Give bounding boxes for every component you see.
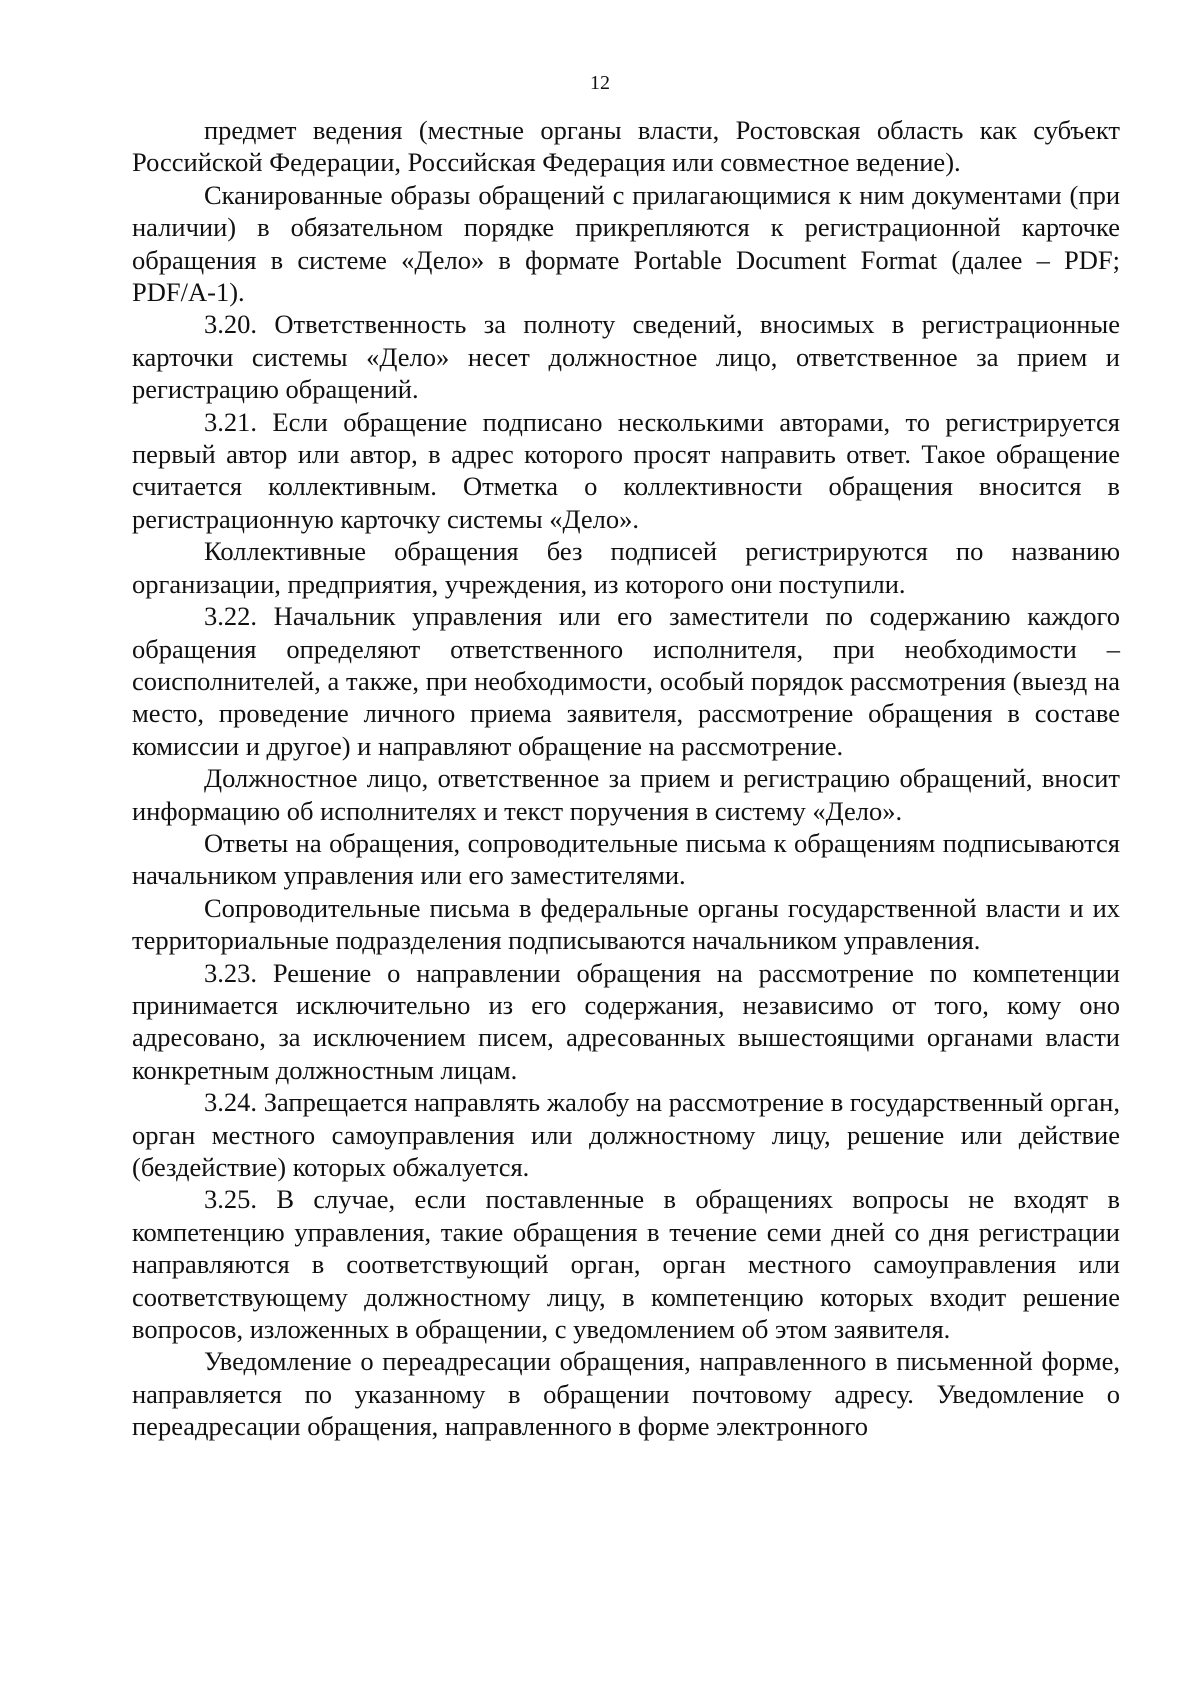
paragraph: 3.23. Решение о направлении обращения на рассмотрение по компетенции принимается исключительно из его содержания, независимо от того, кому оно адресовано, за исключением писем, адресованных вышестоящими органами власти конкретным должностным лицам. — [132, 957, 1120, 1085]
paragraph: Сканированные образы обращений с прилагающимися к ним документами (при наличии) в обязательном порядке прикрепляются к регистрационной карточке обращения в системе «Дело» в формате Portable Document Format (далее – PDF; PDF/A-1). — [132, 179, 1120, 308]
paragraph: 3.25. В случае, если поставленные в обращениях вопросы не входят в компетенцию управления, такие обращения в течение семи дней со дня регистрации направляются в соответствующий орган, орган местного самоуправления или соответствующему должностному лицу, в компетенцию которых входит решение вопросов, изложенных в обращении, с уведомлением об этом заявителя. — [132, 1184, 1120, 1345]
paragraph: предмет ведения (местные органы власти, Ростовская область как субъект Российской Федерации, Российская Федерация или совместное ведение). — [132, 115, 1120, 178]
paragraph: 3.24. Запрещается направлять жалобу на рассмотрение в государственный орган, орган местного самоуправления или должностному лицу, решение или действие (бездействие) которых обжалуется. — [132, 1087, 1120, 1182]
paragraph: 3.21. Если обращение подписано несколькими авторами, то регистрируется первый автор или автор, в адрес которого просят направить ответ. Такое обращение считается коллективным. Отметка о коллективности обращения вносится в регистрационную карточку системы «Дело». — [132, 406, 1120, 534]
document-body — [132, 114, 1120, 1443]
paragraph: Сопроводительные письма в федеральные органы государственной власти и их территориальные подразделения подписываются начальником управления. — [132, 892, 1120, 956]
page-number: 12 — [590, 72, 610, 94]
paragraph: 3.22. Начальник управления или его заместители по содержанию каждого обращения определяют ответственного исполнителя, при необходимости – соисполнителей, а также, при необходимости, особый порядок рассмотрения (выезд на место, проведение личного приема заявителя, рассмотрение обращения в составе комиссии и другое) и направляют обращение на рассмотрение. — [132, 601, 1120, 761]
paragraph: 3.20. Ответственность за полноту сведений, вносимых в регистрационные карточки системы «Дело» несет должностное лицо, ответственное за прием и регистрацию обращений. — [132, 309, 1120, 405]
paragraph: Ответы на обращения, сопроводительные письма к обращениям подписываются начальником управления или его заместителями. — [132, 827, 1120, 891]
paragraph: Уведомление о переадресации обращения, направленного в письменной форме, направляется по указанному в обращении почтовому адресу. Уведомление о переадресации обращения, направленного в форме электронного — [132, 1346, 1120, 1442]
paragraph: Коллективные обращения без подписей регистрируются по названию организации, предприятия, учреждения, из которого они поступили. — [132, 536, 1120, 599]
paragraph: Должностное лицо, ответственное за прием и регистрацию обращений, вносит информацию об исполнителях и текст поручения в систему «Дело». — [132, 763, 1120, 826]
